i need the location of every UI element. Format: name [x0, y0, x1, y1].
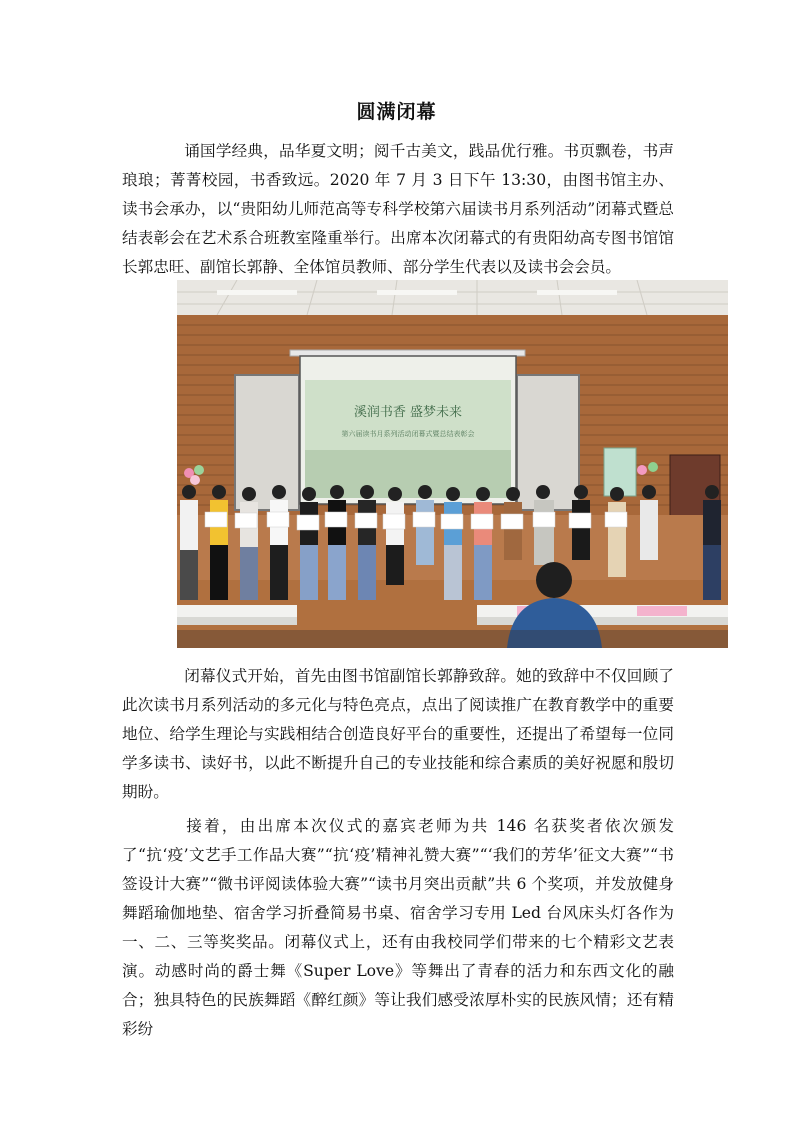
screen-subtitle: 第六届读书月系列活动闭幕式暨总结表彰会 [341, 430, 475, 438]
paragraph-opening [122, 662, 674, 807]
ceremony-photo [177, 280, 728, 648]
paragraph-awards [122, 812, 674, 1044]
paragraph-intro-text: 诵国学经典，品华夏文明；阅千古美文，践品优行雅。书页飘卷，书声琅琅；菁菁校园，书香致远。2020 年 7 月 3 日下午 13:30，由图书馆主办、读书会承办，以“贵阳幼儿师范高等专科学校第六届读书月系列活动”闭幕式暨总结表彰会在艺术系合班教室隆重举行。出席本次闭幕式的有贵阳幼高专图书馆馆长郭忠旺、副馆长郭静、全体馆员教师、部分学生代表以及读书会会员。 [122, 142, 674, 276]
paragraph-intro [122, 137, 674, 282]
paragraph-awards-text: 接着，由出席本次仪式的嘉宾老师为共 146 名获奖者依次颁发了“抗‘疫’文艺手工作品大赛”“抗‘疫’精神礼赞大赛”“‘我们的芳华’征文大赛”“书签设计大赛”“微书评阅读体验大赛”“读书月突出贡献”共 6 个奖项，并发放健身舞蹈瑜伽地垫、宿舍学习折叠简易书桌、宿舍学习专用 Led 台风床头灯各作为一、二、三等奖奖品。闭幕仪式上，还有由我校同学们带来的七个精彩文艺表演。动感时尚的爵士舞《Super Love》等舞出了青春的活力和东西文化的融合；独具特色的民族舞蹈《醉红颜》等让我们感受浓厚朴实的民族风情；还有精彩纷 [122, 817, 674, 1038]
page-title: 圆满闭幕 [356, 101, 437, 123]
paragraph-opening-text: 闭幕仪式开始，首先由图书馆副馆长郭静致辞。她的致辞中不仅回顾了此次读书月系列活动的多元化与特色亮点，点出了阅读推广在教育教学中的重要地位、给学生理论与实践相结合创造良好平台的重要性，还提出了希望每一位同学多读书、读好书，以此不断提升自己的专业技能和综合素质的美好祝愿和殷切期盼。 [122, 667, 674, 801]
screen-heading: 溪润书香 盛梦未来 [353, 405, 463, 420]
